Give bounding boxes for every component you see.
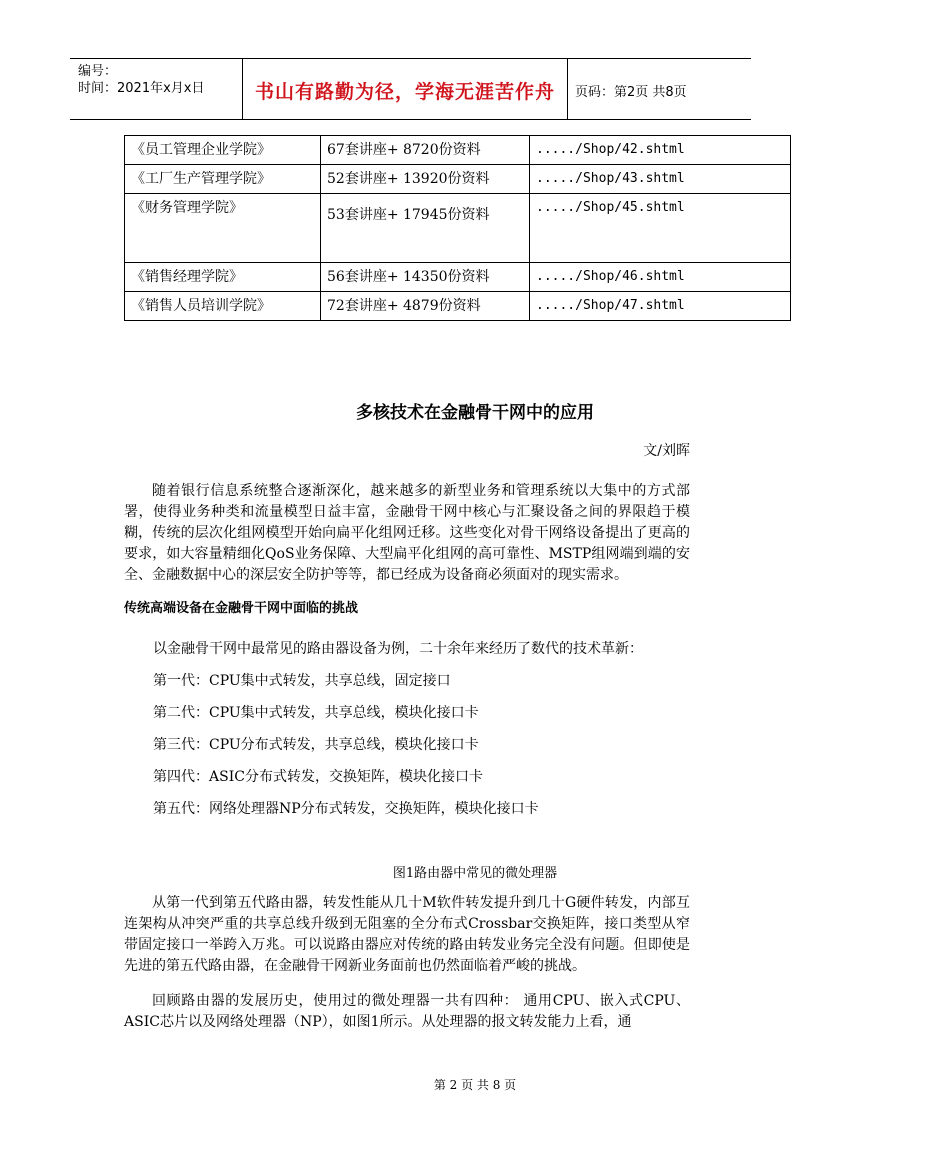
table-cell-college: 《员工管理企业学院》	[125, 136, 321, 165]
header-meta	[78, 63, 204, 97]
table-cell-link[interactable]: ...../Shop/43.shtml	[530, 165, 791, 194]
table-cell-link[interactable]: ...../Shop/47.shtml	[530, 292, 791, 321]
table-cell-college: 《财务管理学院》	[125, 194, 321, 263]
table-cell-content: 67套讲座+ 8720份资料	[321, 136, 530, 165]
generation-item: 第一代：CPU集中式转发，共享总线，固定接口	[153, 673, 451, 689]
table-cell-content: 52套讲座+ 13920份资料	[321, 165, 530, 194]
generation-item: 第二代：CPU集中式转发，共享总线，模块化接口卡	[153, 705, 479, 721]
page-footer: 第 2 页 共 8 页	[433, 1078, 517, 1092]
body-paragraph: 从第一代到第五代路由器，转发性能从几十M软件转发提升到几十G硬件转发，内部互连架构从冲突严重的共享总线升级到无阻塞的全分布式Crossbar交换矩阵，接口类型从窄带固定接口一举跨入万兆。可以说路由器应对传统的路由转发业务完全没有问题。但即使是先进的第五代路由器，在金融骨干网新业务面前也仍然面临着严峻的挑战。	[124, 895, 690, 974]
generation-item: 第四代：ASIC分布式转发，交换矩阵，模块化接口卡	[153, 769, 483, 785]
table-row	[125, 292, 791, 321]
table-cell-link[interactable]: ...../Shop/45.shtml	[530, 194, 791, 263]
table-cell-college: 《销售经理学院》	[125, 263, 321, 292]
table-cell-content: 56套讲座+ 14350份资料	[321, 263, 530, 292]
table-cell-college: 《工厂生产管理学院》	[125, 165, 321, 194]
page-header	[70, 58, 751, 120]
table-row	[125, 263, 791, 292]
lead-sentence: 以金融骨干网中最常见的路由器设备为例，二十余年来经历了数代的技术革新：	[153, 641, 643, 657]
header-page-info: 页码：第2页 共8页	[575, 85, 687, 100]
table-row	[125, 136, 791, 165]
intro-paragraph: 随着银行信息系统整合逐渐深化，越来越多的新型业务和管理系统以大集中的方式部署，使得业务种类和流量模型日益丰富，金融骨干网中核心与汇聚设备之间的界限趋于模糊，传统的层次化组网模型开始向扁平化组网迁移。这些变化对骨干网络设备提出了更高的要求，如大容量精细化QoS业务保障、大型扁平化组网的高可靠性、MSTP组网端到端的安全、金融数据中心的深层安全防护等等，都已经成为设备商必须面对的现实需求。	[124, 483, 690, 583]
resource-table	[124, 135, 791, 321]
header-number: 编号：	[78, 64, 118, 79]
table-cell-link[interactable]: ...../Shop/42.shtml	[530, 136, 791, 165]
header-time: 时间：2021年x月x日	[78, 81, 205, 96]
header-motto: 书山有路勤为径，学海无涯苦作舟	[254, 81, 555, 103]
header-divider	[567, 59, 568, 119]
figure-caption: 图1路由器中常见的微处理器	[392, 866, 558, 881]
table-cell-link[interactable]: ...../Shop/46.shtml	[530, 263, 791, 292]
section-heading: 传统高端设备在金融骨干网中面临的挑战	[124, 601, 359, 616]
table-cell-college: 《销售人员培训学院》	[125, 292, 321, 321]
table-cell-content: 72套讲座+ 4879份资料	[321, 292, 530, 321]
table-row	[125, 165, 791, 194]
table-row	[125, 194, 791, 263]
generation-item: 第三代：CPU分布式转发，共享总线，模块化接口卡	[153, 737, 479, 753]
article-author: 文/刘晖	[643, 443, 690, 459]
body-paragraph: 回顾路由器的发展历史，使用过的微处理器一共有四种： 通用CPU、嵌入式CPU、ASIC芯片以及网络处理器（NP），如图1所示。从处理器的报文转发能力上看，通	[124, 993, 690, 1030]
generation-item: 第五代：网络处理器NP分布式转发，交换矩阵，模块化接口卡	[153, 801, 539, 817]
table-cell-content: 53套讲座+ 17945份资料	[321, 194, 530, 263]
article-title: 多核技术在金融骨干网中的应用	[356, 403, 594, 423]
